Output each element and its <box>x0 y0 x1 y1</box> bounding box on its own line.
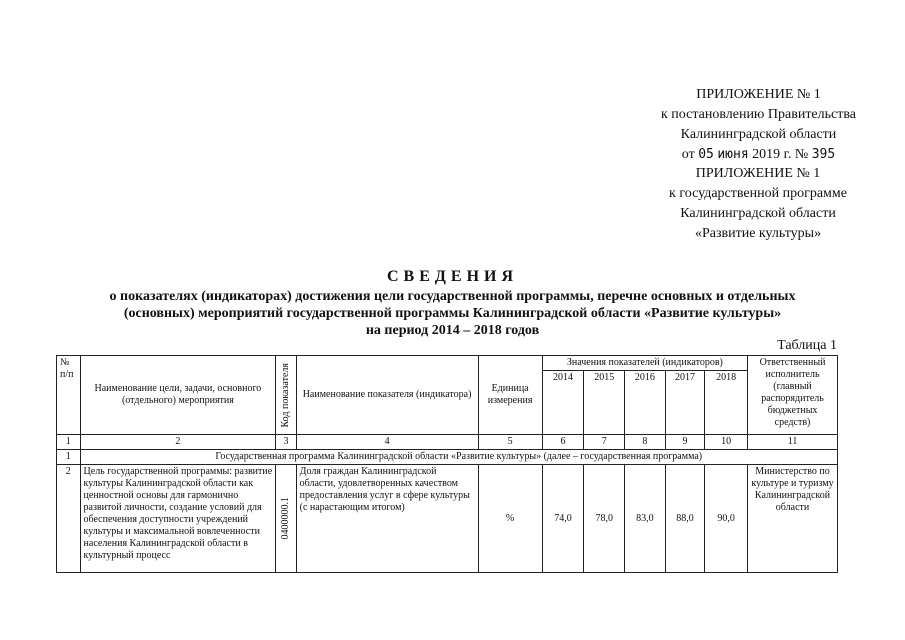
appendix-1-line2: Калининградской области <box>680 127 837 142</box>
table-row <box>57 465 838 573</box>
appendix-2-heading: ПРИЛОЖЕНИЕ № 1 <box>695 166 821 181</box>
date-prefix: от <box>681 147 695 162</box>
date-day: 05 <box>698 147 714 162</box>
col-number: 11 <box>748 435 838 450</box>
appendix-1-line1: к постановлению Правительства <box>660 107 856 122</box>
executor-cell: Министерство по культуре и туризму Калининградской области <box>748 465 838 573</box>
program-row-num: 1 <box>57 450 81 465</box>
appendix-2-line3: «Развитие культуры» <box>694 226 822 241</box>
col-number: 3 <box>276 435 296 450</box>
code-text: 0400000.1 <box>279 497 291 540</box>
appendix-1-block <box>661 85 856 165</box>
indicator-cell: Доля граждан Калининградской области, удовлетворенных качеством предоставления услуг в сфере культуры (с нарастающим итогом) <box>296 465 478 573</box>
col-number: 7 <box>584 435 625 450</box>
subtitle-line1: о показателях (индикаторах) достижения цели государственной программы, перечне основных и отдельных <box>109 289 796 304</box>
row-num: 2 <box>57 465 81 573</box>
header-code <box>276 356 296 435</box>
header-num: № п/п <box>57 356 81 435</box>
value-2014: 74,0 <box>542 465 584 573</box>
unit-cell: % <box>478 465 542 573</box>
appendix-1-heading: ПРИЛОЖЕНИЕ № 1 <box>696 87 821 102</box>
header-year: 2016 <box>625 371 666 435</box>
header-executor: Ответственный исполнитель (главный распорядитель бюджетных средств) <box>748 356 838 435</box>
document-subtitle <box>0 288 905 339</box>
value-2015: 78,0 <box>584 465 625 573</box>
col-number: 5 <box>478 435 542 450</box>
col-number: 8 <box>625 435 666 450</box>
date-year: 2019 г. № <box>752 147 809 162</box>
header-goal: Наименование цели, задачи, основного (отдельного) мероприятия <box>80 356 276 435</box>
table-label: Таблица 1 <box>777 338 837 353</box>
col-number: 4 <box>296 435 478 450</box>
header-unit: Единица измерения <box>478 356 542 435</box>
value-2016: 83,0 <box>625 465 666 573</box>
header-code-text: Код показателя <box>279 362 291 428</box>
table-row <box>57 450 838 465</box>
header-year: 2014 <box>542 371 584 435</box>
date-month: июня <box>717 147 749 162</box>
col-number: 9 <box>665 435 705 450</box>
code-cell <box>276 465 296 573</box>
col-number: 6 <box>542 435 584 450</box>
value-2017: 88,0 <box>665 465 705 573</box>
header-year: 2018 <box>705 371 748 435</box>
header-year: 2017 <box>665 371 705 435</box>
indicators-table <box>56 355 838 573</box>
document-title: СВЕДЕНИЯ <box>386 268 519 285</box>
goal-cell: Цель государственной программы: развитие культуры Калининградской области как ценностной основы для гармонично развитой личности, создание условий для обеспечения доступности учреждений культуры и максимальной вовлеченности населения Калининградской области в культурный процесс <box>80 465 276 573</box>
program-row-text: Государственная программа Калининградской области «Развитие культуры» (далее – государственная программа) <box>80 450 837 465</box>
value-2018: 90,0 <box>705 465 748 573</box>
appendix-1-date <box>661 145 856 165</box>
subtitle-line2: (основных) мероприятий государственной программы Калининградской области «Развитие культуры» <box>123 306 782 321</box>
appendix-2-line2: Калининградской области <box>680 206 836 221</box>
appendix-2-block <box>669 164 847 244</box>
col-number: 1 <box>57 435 81 450</box>
col-number: 10 <box>705 435 748 450</box>
header-values-group: Значения показателей (индикаторов) <box>542 356 747 371</box>
subtitle-line3: на период 2014 – 2018 годов <box>365 323 540 338</box>
header-year: 2015 <box>584 371 625 435</box>
col-number: 2 <box>80 435 276 450</box>
header-indicator: Наименование показателя (индикатора) <box>296 356 478 435</box>
decree-number: 395 <box>811 147 836 162</box>
appendix-2-line1: к государственной программе <box>669 186 847 201</box>
